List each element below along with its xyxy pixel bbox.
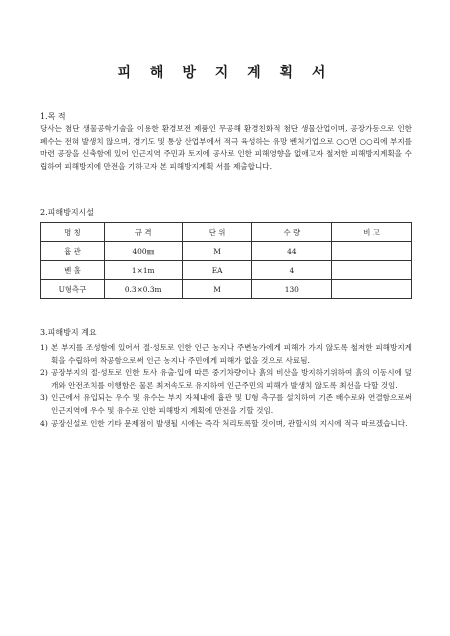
table-cell: 벤 홀 — [41, 261, 105, 280]
list-item — [40, 392, 412, 417]
document-title: 피 해 방 지 계 획 서 — [117, 65, 333, 81]
table-cell: 4 — [252, 261, 332, 280]
section-purpose-heading: 1.목 적 — [40, 112, 66, 121]
table-row — [41, 280, 412, 299]
list-item-number: 3) — [40, 393, 48, 403]
column-header-unit: 단 위 — [182, 223, 252, 242]
column-header-spec: 규 격 — [104, 223, 182, 242]
section-facility-heading: 2.피해방지시설 — [40, 208, 95, 217]
list-item — [40, 367, 412, 392]
table-cell: 0.3×0.3m — [104, 280, 182, 299]
table-cell: M — [182, 280, 252, 299]
table-cell — [332, 280, 412, 299]
list-item — [40, 342, 412, 367]
section-purpose-body: 당사는 첨단 생물공학기술을 이용한 환경보전 제품인 무공해 환경친화적 첨단 생물산업이며, 공장가동으로 인한 폐수는 전혀 발생치 않으며, 경기도 및 통상 산업부에서 적극 육성하는 유망 벤처기업으로 ○○면 ○○리에 부지를 마련 공장을 신축함에 있어 인근지역 주민과 토지에 공사로 인한 피해영향을 없애고자 철저한 피해방지계획을 수립하여 피해방지에 만전을 기하고자 본 피해방지계획 서를 제출합니다. — [40, 124, 412, 171]
table-cell: 400㎜ — [104, 242, 182, 261]
column-header-remarks: 비 고 — [332, 223, 412, 242]
column-header-quantity: 수 량 — [252, 223, 332, 242]
table-cell: 흄 관 — [41, 242, 105, 261]
section-overview-heading: 3.피해방지 계요 — [40, 328, 97, 337]
list-item-number: 1) — [40, 343, 48, 352]
list-item-number: 2) — [40, 368, 48, 378]
facility-table — [40, 222, 412, 299]
list-item-text: 본 부지를 조성함에 있어서 절·성토로 인한 인근 농지나 주변농가에게 피해가 가지 않도록 철저한 피해방지계획을 수립하여 착공함으로써 인근 농지나 주민에게 피해가 없을 것으로 사료됨. — [51, 343, 412, 365]
table-cell: M — [182, 242, 252, 261]
list-item — [40, 418, 412, 431]
table-cell: 1×1m — [104, 261, 182, 280]
list-item-number: 4) — [40, 418, 48, 428]
table-cell — [332, 261, 412, 280]
table-header-row — [41, 223, 412, 242]
list-item-text: 인근에서 유입되는 우수 및 유수는 부지 자체내에 흄관 및 U형 측구를 설치하여 기존 배수로와 연결함으로써 인근지역에 우수 및 유수로 인한 피해방지 계획에 만전을 기할 것임. — [51, 393, 412, 415]
table-cell: 130 — [252, 280, 332, 299]
overview-list — [40, 342, 412, 430]
list-item-text: 공장신설로 인한 기타 문제점이 발생될 시에는 즉각 처리토록할 것이며, 관할시의 지시에 적극 따르겠습니다. — [51, 418, 408, 428]
list-item-text: 공장부지의 절·성토로 인한 토사 유출·입에 따른 중기차량이나 흙의 비산을 방지하기위하여 흙의 이동시에 덮개와 안전조치를 이행함은 물론 최저속도로 유지하여 인근주민의 피해가 발생치 않도록 최선을 다할 것임. — [51, 368, 412, 390]
table-cell: U형측구 — [41, 280, 105, 299]
table-cell — [332, 242, 412, 261]
table-row — [41, 242, 412, 261]
column-header-name: 명 칭 — [41, 223, 105, 242]
table-row — [41, 261, 412, 280]
table-cell: EA — [182, 261, 252, 280]
table-cell: 44 — [252, 242, 332, 261]
